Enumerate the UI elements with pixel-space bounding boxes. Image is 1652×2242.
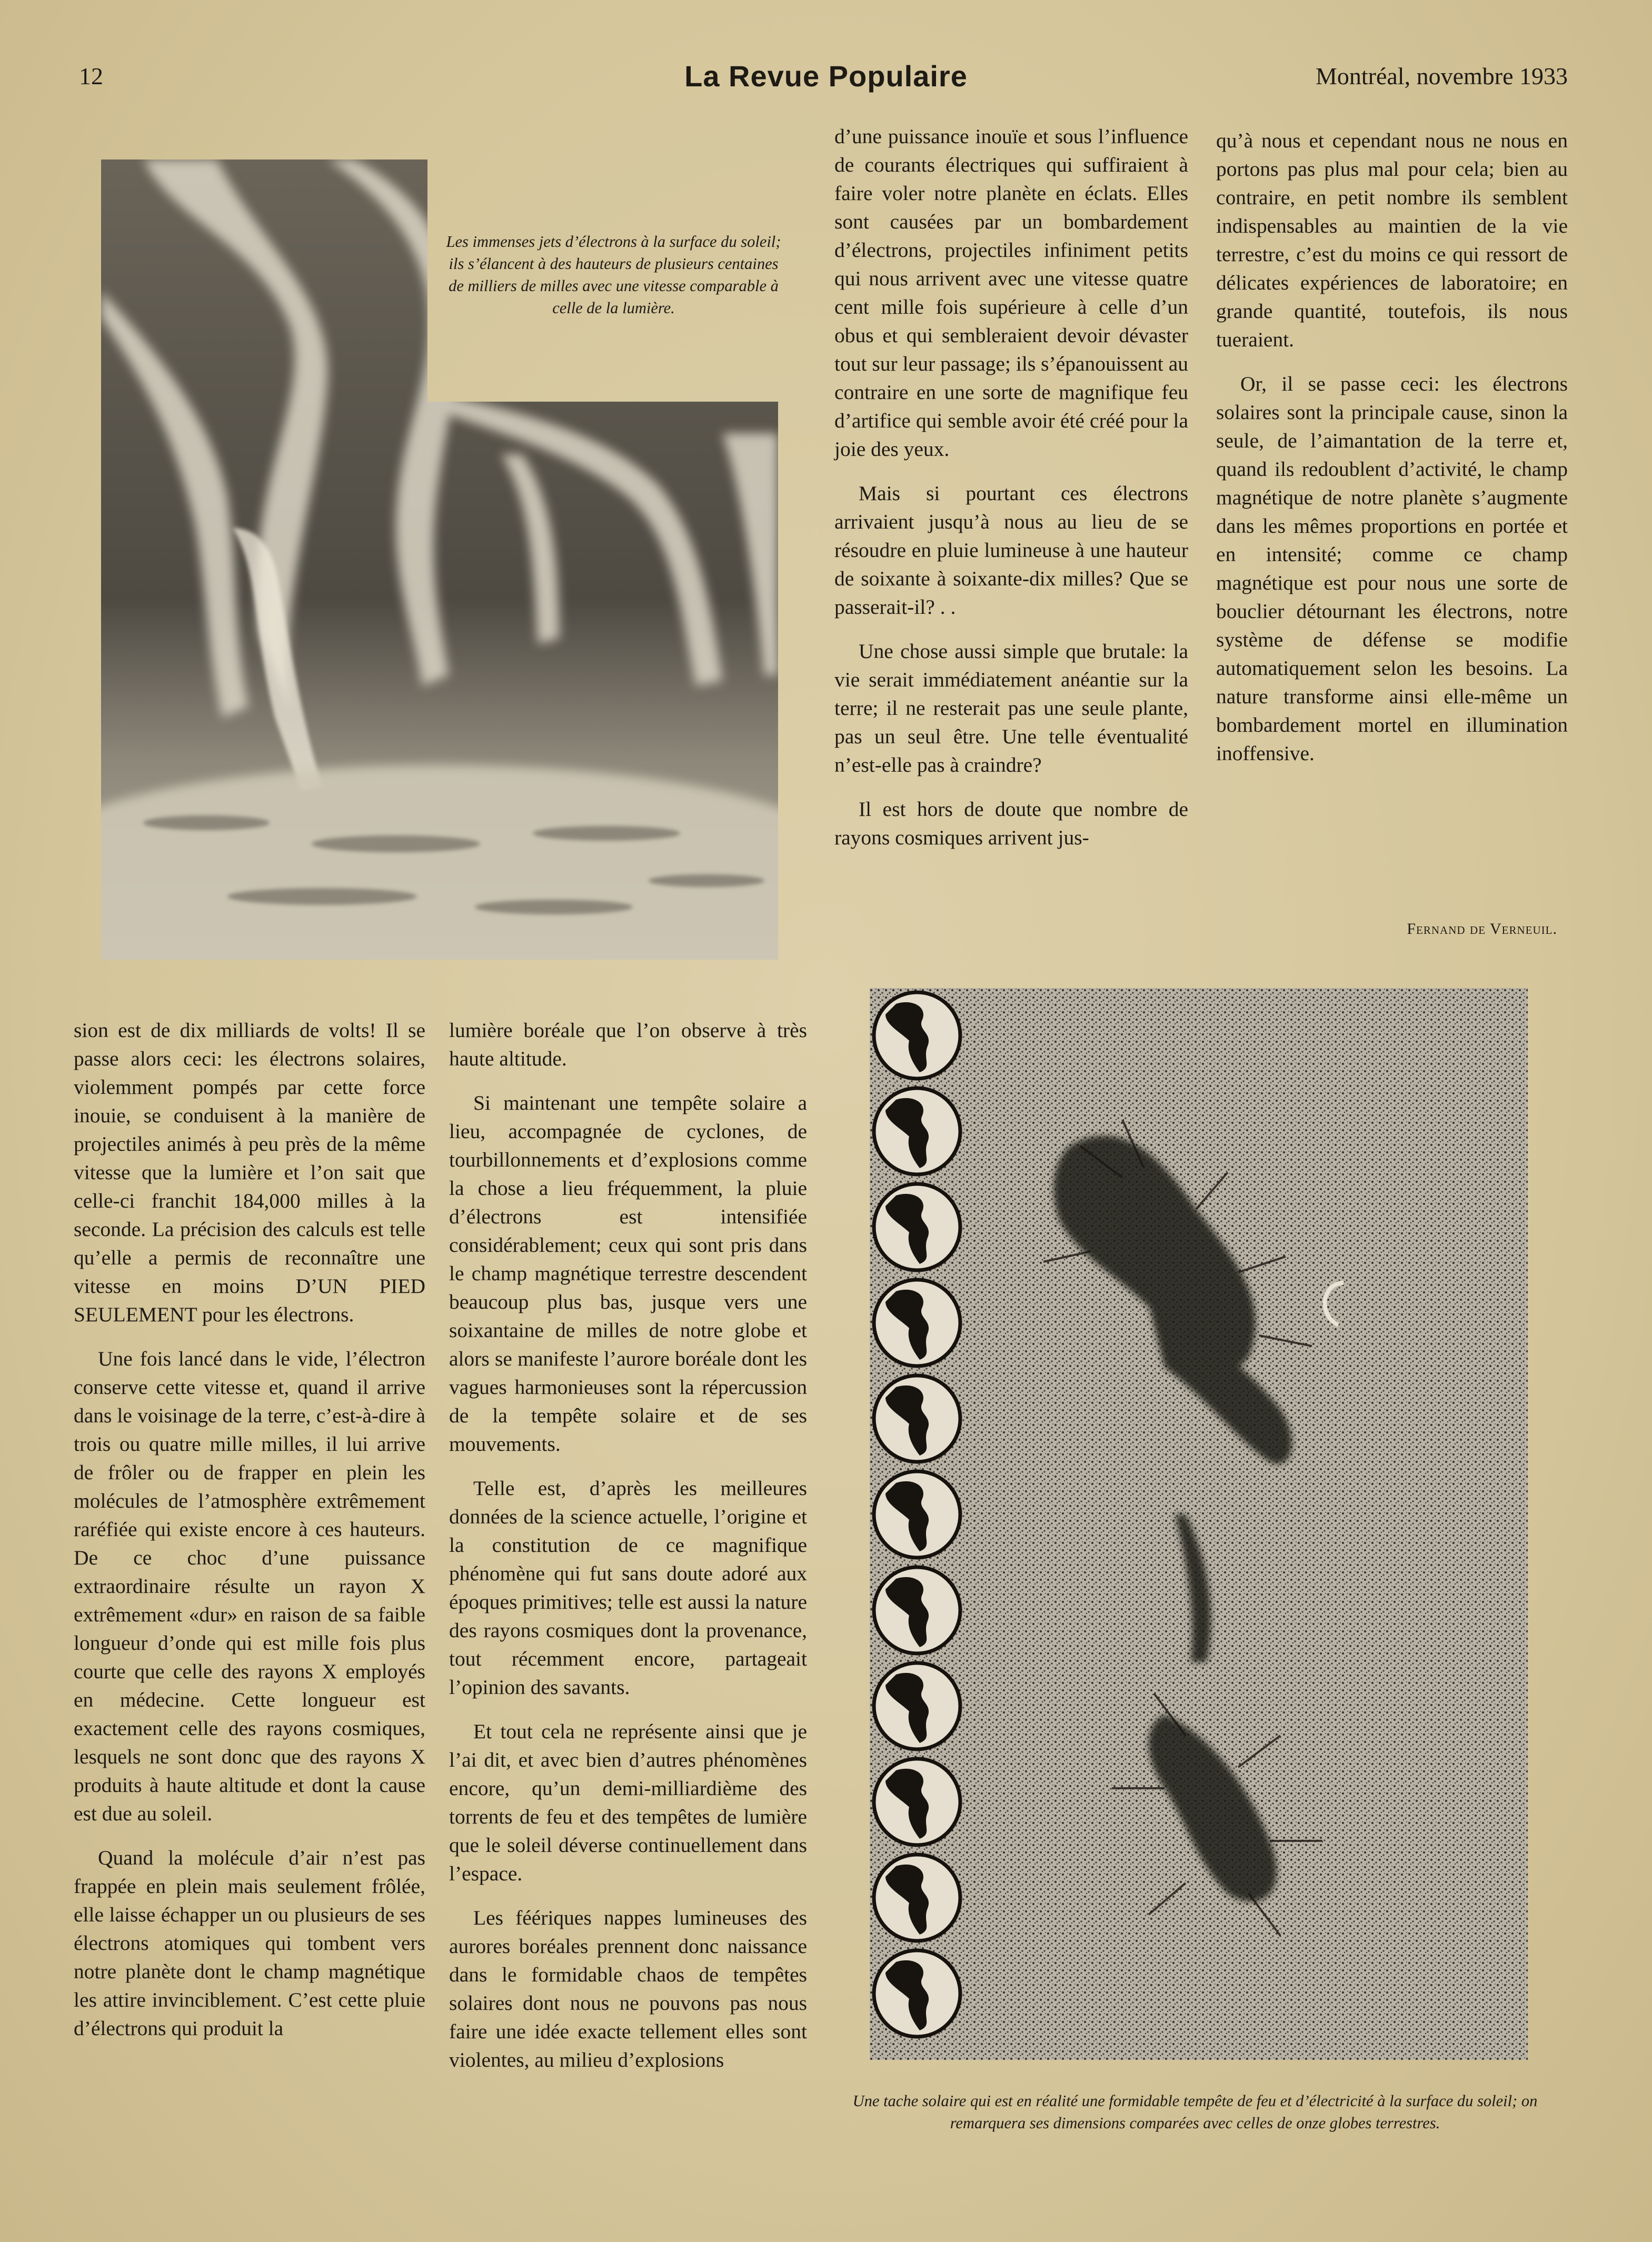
eleven-globes: [874, 992, 960, 2037]
globe-icon: [874, 1471, 960, 1558]
globe-icon: [874, 1376, 960, 1462]
magazine-title: La Revue Populaire: [684, 59, 968, 93]
dateline: Montréal, novembre 1933: [1315, 63, 1568, 89]
globe-icon: [874, 992, 960, 1079]
article-column-bottom-left: [74, 1016, 425, 2058]
paragraph: Quand la molécule d’air n’est pas frappée en plein mais seulement frôlée, elle laisse échapper un ou plusieurs de ses électrons atomiques qui tombent vers notre planète dont le champ magnétique les attire invinciblement. C’est cette pluie d’électrons qui produit la: [74, 1846, 425, 2040]
author-signature: Fernand de Verneuil.: [1407, 920, 1557, 938]
paragraph: lumière boréale que l’on observe à très haute altitude.: [449, 1019, 807, 1070]
bottom-figure-caption: Une tache solaire qui est en réalité une formidable tempête de feu et d’électricité à la surface du soleil; on remarquera ses dimensions comparées avec celles de onze globes terrestres.: [852, 2092, 1538, 2132]
paragraph: Telle est, d’après les meilleures données de la science actuelle, l’origine et la constitution de ce magnifique phénomène qui fut sans doute adoré aux époques primitives; telle est aussi la nature des rayons cosmiques dont la provenance, tout récemment encore, partageait l’opinion des savants.: [449, 1477, 807, 1699]
page-number: 12: [79, 63, 103, 89]
paragraph: qu’à nous et cependant nous ne nous en portons pas plus mal pour cela; bien au contraire, en petit nombre ils semblent indispensables au maintien de la vie terrestre, c’est du moins ce qui ressort de délicates expériences de laboratoire; en grande quantité, toutefois, ils nous tueraient.: [1216, 129, 1568, 351]
article-column-top-right: [1216, 126, 1568, 783]
paragraph: Or, il se passe ceci: les électrons solaires sont la principale cause, sinon la seule, de l’aimantation de la terre et, quand ils redoublent d’activité, le champ magnétique de notre planète s’augmente dans les mêmes proportions en portée et en intensité; comme ce champ magnétique est pour nous une sorte de bouclier détournant les électrons, notre système de défense se modifie automatiquement selon les besoins. La nature transforme ainsi elle-même un bombardement mortel en illumination inoffensive.: [1216, 372, 1568, 765]
globe-icon: [874, 1280, 960, 1366]
paragraph: Mais si pourtant ces électrons arrivaient jusqu’à nous au lieu de se résoudre en pluie lumineuse à une hauteur de soixante à soixante-dix milles? Que se passerait-il? . .: [834, 482, 1188, 619]
globe-icon: [874, 1759, 960, 1845]
paragraph: Il est hors de doute que nombre de rayons cosmiques arrivent jus-: [834, 798, 1188, 849]
article-column-bottom-middle: [449, 1016, 807, 2090]
globe-icon: [874, 1184, 960, 1270]
globe-icon: [874, 1855, 960, 1941]
sunspot-photo: [870, 988, 1528, 2060]
paragraph: Une chose aussi simple que brutale: la vie serait immédiatement anéantie sur la terre; il ne resterait pas une seule plante, pas un seul être. Une telle éventualité n’est-elle pas à craindre?: [834, 640, 1188, 776]
paragraph: Et tout cela ne représente ainsi que je l’ai dit, et avec bien d’autres phénomènes encore, qu’un demi-milliardième des torrents de feu et des tempêtes de lumière que le soleil déverse continuellement dans l’espace.: [449, 1720, 807, 1885]
paragraph: d’une puissance inouïe et sous l’influence de courants électriques qui suffiraient à faire voler notre planète en éclats. Elles sont causées par un bombardement d’électrons, projectiles infiniment petits qui nous arrivent avec une vitesse quatre cent mille fois supérieure à celle d’un obus et qui sembleraient devoir dévaster tout sur leur passage; ils s’épanouissent au contraire en une sorte de magnifique feu d’artifice qui semble avoir été créé pour la joie des yeux.: [834, 125, 1188, 461]
paragraph: Les féériques nappes lumineuses des aurores boréales prennent donc naissance dans le formidable chaos de tempêtes solaires dont nous ne pouvons pas nous faire une idée exacte tellement elles sont violentes, au milieu d’explosions: [449, 1906, 807, 2071]
paragraph: sion est de dix milliards de volts! Il se passe alors ceci: les électrons solaires, violemment pompés par cette force inouie, se conduisent à la manière de projectiles animés à peu près de la même vitesse que la lumière et l’on sait que celle-ci franchit 184,000 milles à la seconde. La précision des calculs est telle qu’elle a permis de reconnaître une vitesse en moins D’UN PIED SEULEMENT pour les électrons.: [74, 1019, 425, 1326]
globe-icon: [874, 1663, 960, 1749]
globe-icon: [874, 1950, 960, 2037]
paragraph: Si maintenant une tempête solaire a lieu, accompagnée de cyclones, de tourbillonnements et d’explosions comme la chose a lieu fréquemment, la pluie d’électrons est intensifiée considérablement; ceux qui sont pris dans le champ magnétique terrestre descendent beaucoup plus bas, jusque vers une soixantaine de milles de notre globe et alors se manifeste l’aurore boréale dont les vagues harmonieuses sont la répercussion de la tempête solaire et de ses mouvements.: [449, 1091, 807, 1456]
paragraph: Une fois lancé dans le vide, l’électron conserve cette vitesse et, quand il arrive dans le voisinage de la terre, c’est-à-dire à trois ou quatre mille milles, il lui arrive de frôler ou de frapper en plein les molécules de l’atmosphère extrêmement raréfiée qui existe encore à ces hauteurs. De ce choc d’une puissance extraordinaire résulte un rayon X extrêmement «dur» en raison de sa faible longueur d’onde qui est mille fois plus courte que celle des rayons X employés en médecine. Cette longueur est exactement celle des rayons cosmiques, lesquels ne sont donc que des rayons X produits à haute altitude et dont la cause est due au soleil.: [74, 1347, 425, 1825]
article-column-top-middle: [834, 122, 1188, 868]
globe-icon: [874, 1567, 960, 1653]
globe-icon: [874, 1088, 960, 1174]
top-figure-caption: Les immenses jets d’électrons à la surface du soleil; ils s’élancent à des hauteurs de plusieurs centaines de milliers de milles avec une vitesse comparable à celle de la lumière.: [446, 233, 781, 317]
